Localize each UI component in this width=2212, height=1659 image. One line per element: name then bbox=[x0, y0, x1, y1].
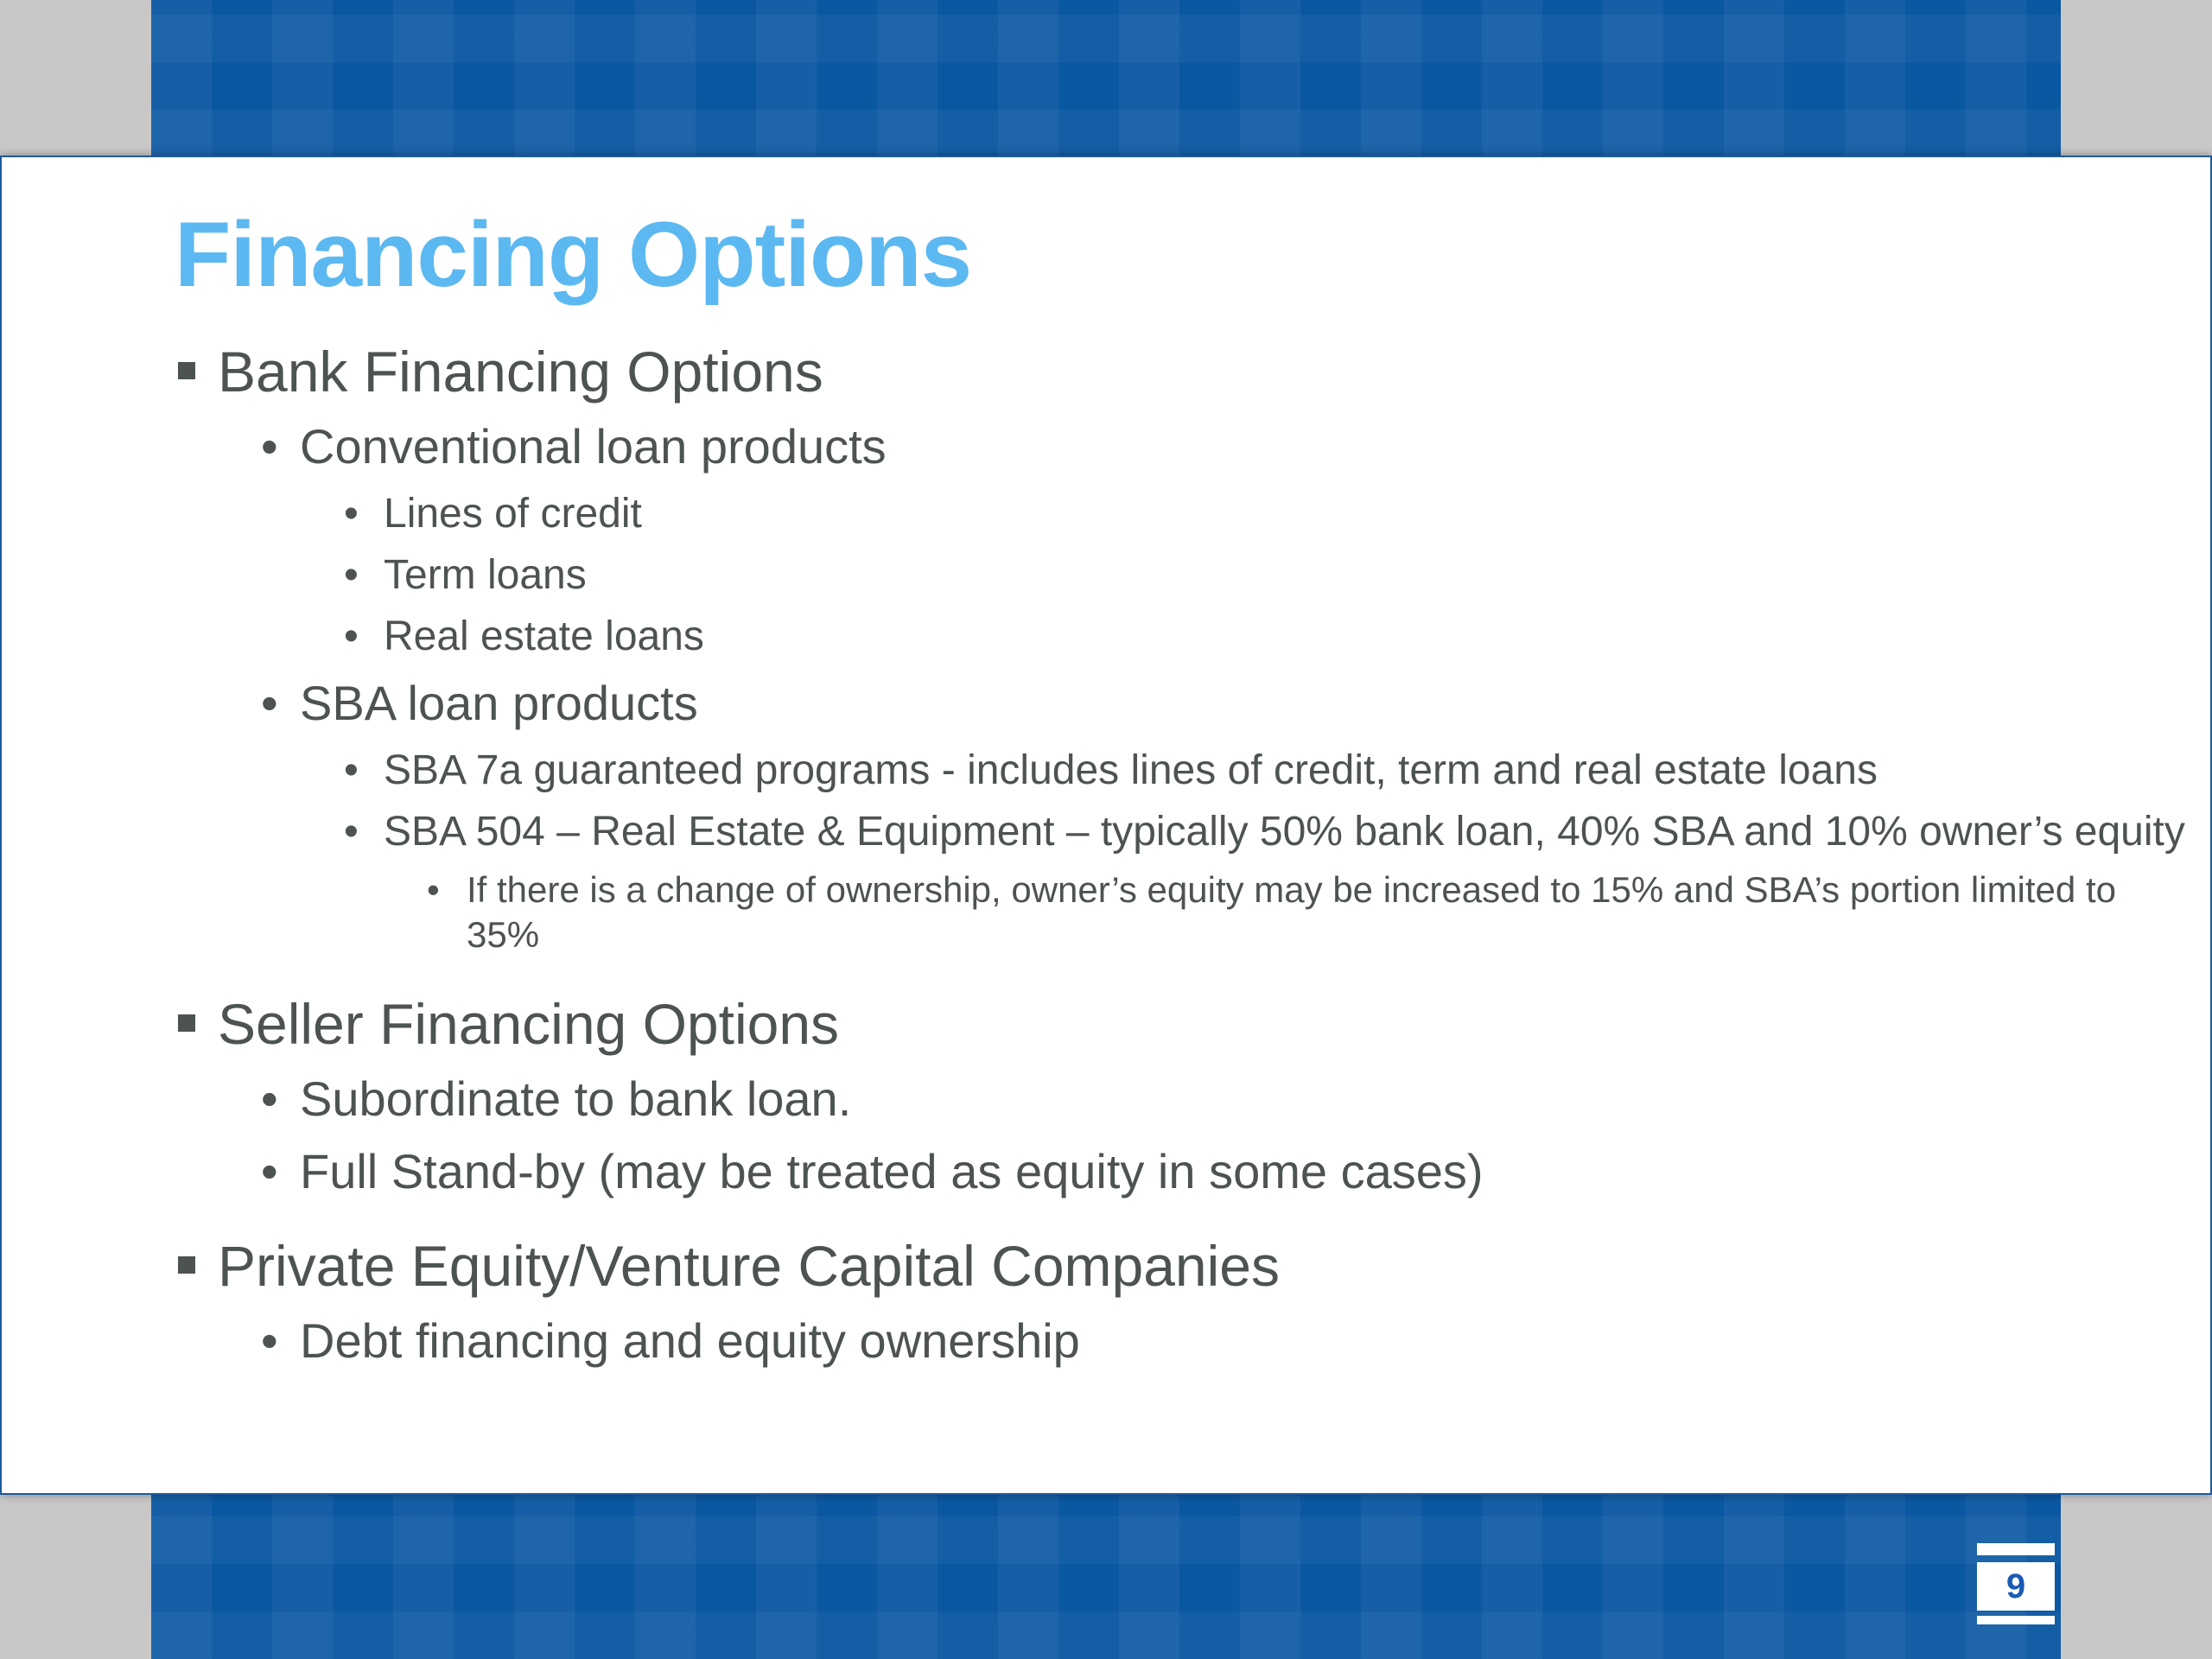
bullet-seller-financing bbox=[175, 985, 2058, 1063]
bullet-text: Real estate loans bbox=[384, 613, 704, 659]
bullet-text: Conventional loan products bbox=[300, 419, 887, 474]
badge-bottom-bar bbox=[1977, 1616, 2055, 1624]
bullet-text: SBA loan products bbox=[300, 676, 698, 730]
badge-top-bar bbox=[1977, 1543, 2055, 1555]
dot-bullet-icon: • bbox=[261, 676, 278, 730]
bullet-bank-financing bbox=[175, 333, 2058, 410]
bullet-conventional-loans bbox=[175, 410, 2058, 483]
bullet-text: Seller Financing Options bbox=[218, 992, 840, 1056]
bullet-change-of-ownership bbox=[175, 868, 2195, 957]
dot-bullet-icon: • bbox=[261, 1144, 278, 1198]
square-bullet-icon bbox=[178, 1256, 195, 1274]
bullet-text: Term loans bbox=[384, 552, 587, 598]
page-number-badge bbox=[1977, 1543, 2055, 1623]
bullet-text: Subordinate to bank loan. bbox=[300, 1071, 852, 1126]
dot-bullet-icon: • bbox=[344, 491, 359, 537]
dot-bullet-icon: • bbox=[344, 552, 359, 598]
square-bullet-icon bbox=[178, 362, 195, 379]
slide-content bbox=[175, 326, 2185, 1377]
bullet-subordinate bbox=[175, 1063, 2058, 1135]
slide bbox=[0, 156, 2212, 1495]
dot-bullet-icon: • bbox=[427, 869, 440, 910]
dot-bullet-icon: • bbox=[261, 419, 278, 474]
bullet-sba-loans bbox=[175, 667, 2058, 740]
dot-bullet-icon: • bbox=[261, 1071, 278, 1126]
bullet-text: Full Stand-by (may be treated as equity in some cases) bbox=[300, 1144, 1484, 1198]
bullet-lines-of-credit bbox=[175, 483, 2058, 544]
bullet-text: If there is a change of ownership, owner’s equity may be increased to 15% and SBA’s portion limited to 35% bbox=[467, 869, 2116, 955]
square-bullet-icon bbox=[178, 1014, 195, 1032]
bullet-debt-financing bbox=[175, 1305, 2058, 1377]
bullet-text: Private Equity/Venture Capital Companies bbox=[218, 1234, 1280, 1298]
footer-band bbox=[151, 1491, 2061, 1659]
bullet-private-equity bbox=[175, 1227, 2058, 1305]
dot-bullet-icon: • bbox=[344, 613, 359, 659]
header-band bbox=[151, 0, 2061, 157]
slide-title: Financing Options bbox=[175, 202, 972, 306]
bullet-text: SBA 504 – Real Estate & Equipment – typically 50% bank loan, 40% SBA and 10% owner’s equity bbox=[384, 809, 2185, 855]
dot-bullet-icon: • bbox=[261, 1313, 278, 1368]
bullet-text: SBA 7a guaranteed programs - includes lines of credit, term and real estate loans bbox=[384, 747, 1878, 793]
bullet-text: Debt financing and equity ownership bbox=[300, 1313, 1080, 1368]
bullet-text: Lines of credit bbox=[384, 491, 642, 537]
bullet-full-standby bbox=[175, 1135, 2058, 1208]
bullet-sba-7a bbox=[175, 740, 2058, 801]
page-number: 9 bbox=[1977, 1562, 2055, 1611]
bullet-text: Bank Financing Options bbox=[218, 340, 823, 404]
dot-bullet-icon: • bbox=[344, 809, 359, 855]
bullet-sba-504 bbox=[175, 801, 2185, 862]
dot-bullet-icon: • bbox=[344, 747, 359, 793]
bullet-term-loans bbox=[175, 544, 2058, 606]
bullet-real-estate-loans bbox=[175, 606, 2058, 667]
